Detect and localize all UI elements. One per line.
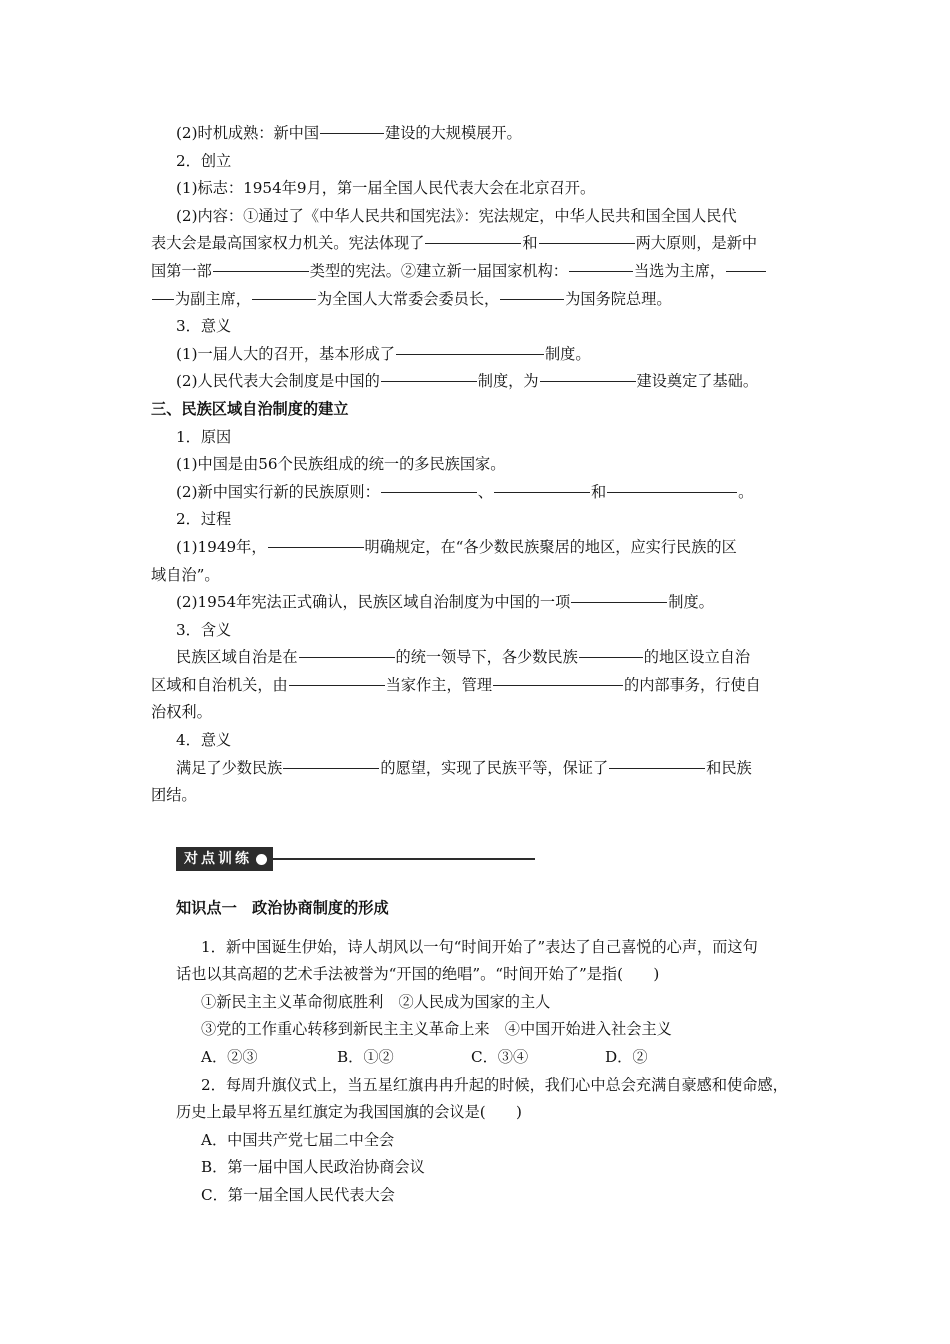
fill-blank: [396, 353, 544, 355]
fill-blank: [381, 491, 477, 493]
fill-blank: [152, 298, 174, 300]
text: 为副主席，: [175, 289, 251, 308]
text: 、: [477, 482, 493, 501]
text-line: [176, 534, 812, 562]
fill-blank: [493, 684, 623, 686]
fill-blank: [609, 767, 705, 769]
text: (2)人民代表大会制度是中国的: [176, 372, 380, 391]
text: 建设的大规模展开。: [385, 124, 522, 142]
fill-blank: [283, 767, 379, 769]
dot-icon: [256, 854, 267, 865]
fill-blank: [289, 684, 385, 686]
practice-section: [176, 895, 816, 1210]
subheading: 3．意义: [176, 317, 232, 336]
text: 和: [522, 234, 538, 253]
text: 和民族: [706, 758, 752, 777]
text: 的地区设立自治: [643, 648, 751, 667]
text: 满足了少数民族: [176, 758, 283, 777]
fill-blank: [494, 491, 590, 493]
subheading: 3．含义: [176, 620, 232, 639]
text-line: (2)内容：①通过了《中华人民共和国宪法》：宪法规定，中华人民共和国全国人民代: [176, 206, 737, 225]
fill-blank: [320, 132, 384, 134]
fill-blank: [726, 270, 766, 272]
fill-blank: [299, 656, 395, 658]
text-line: [176, 589, 812, 617]
section-banner: [176, 847, 535, 871]
fill-blank: [381, 380, 477, 382]
text-line: [151, 286, 812, 314]
choice-c: C．③④: [471, 1047, 529, 1066]
text: (1)1949年，: [176, 537, 267, 556]
option-line: A．中国共产党七届二中全会: [201, 1130, 395, 1149]
banner-rule: [273, 858, 535, 860]
text: 明确规定，在“各少数民族聚居的地区，应实行民族的区: [364, 537, 737, 556]
text: 和: [590, 482, 607, 501]
text: 制度。: [544, 344, 591, 363]
fill-blank: [569, 270, 633, 272]
text: 为国务院总理。: [565, 289, 672, 308]
text: 表大会是最高国家权力机关。宪法体现了: [151, 234, 425, 253]
banner-label: [176, 847, 273, 871]
text: 的统一领导下，各少数民族: [395, 648, 578, 667]
text-line: [176, 755, 812, 783]
fill-blank: [268, 546, 364, 548]
subheading: 1．原因: [176, 427, 232, 446]
section-title: 三、民族区域自治制度的建立: [151, 399, 349, 418]
text-line: [176, 479, 812, 507]
text: 制度，为: [477, 372, 539, 391]
text-line: [151, 230, 812, 258]
choice-b: B．①②: [337, 1047, 394, 1066]
text-line: [151, 258, 812, 286]
fill-blank: [607, 491, 737, 493]
answer-choices: [201, 1044, 816, 1072]
text: 国第一部: [151, 261, 212, 280]
question-text: 1．新中国诞生伊始，诗人胡风以一句“时间开始了”表达了自己喜悦的心声，而这句: [201, 937, 758, 956]
text: 。: [738, 482, 754, 501]
fill-blank: [579, 656, 643, 658]
choice-d: D．②: [605, 1047, 648, 1066]
fill-blank: [540, 380, 636, 382]
text: (2)新中国实行新的民族原则：: [176, 482, 380, 501]
text: 制度。: [668, 593, 714, 612]
subheading: 2．创立: [176, 151, 232, 170]
text: (2)1954年宪法正式确认，民族区域自治制度为中国的一项: [176, 593, 571, 612]
text: 当选为主席，: [633, 261, 726, 280]
fill-blank: [571, 601, 667, 603]
text: 两大原则，是新中: [635, 234, 758, 253]
text-line: (1)标志：1954年9月，第一届全国人民代表大会在北京召开。: [176, 179, 596, 198]
option-line: ③党的工作重心转移到新民主主义革命上来 ④中国开始进入社会主义: [201, 1020, 672, 1039]
text: (2)时机成熟：新中国: [176, 124, 320, 142]
banner-text: 对点训练: [184, 851, 252, 867]
text-line: [151, 672, 812, 700]
text: 的愿望，实现了民族平等，保证了: [380, 758, 609, 777]
text: (1)一届人大的召开，基本形成了: [176, 344, 395, 363]
option-line: ①新民主主义革命彻底胜利 ②人民成为国家的主人: [201, 992, 551, 1011]
text: 的内部事务，行使自: [624, 675, 761, 694]
choice-a: A．②③: [201, 1047, 258, 1066]
subheading: 2．过程: [176, 510, 232, 529]
question-text: 历史上最早将五星红旗定为我国国旗的会议是( ): [176, 1103, 522, 1122]
fill-blank: [252, 298, 316, 300]
subheading: 4．意义: [176, 731, 232, 750]
notes-section: [151, 120, 812, 810]
text-line: 治权利。: [151, 703, 212, 722]
text-line: (1)中国是由56个民族组成的统一的多民族国家。: [176, 455, 506, 474]
text-line: [176, 120, 812, 148]
text: 建设奠定了基础。: [636, 372, 759, 391]
text: 民族区域自治是在: [176, 648, 298, 667]
fill-blank: [539, 242, 635, 244]
fill-blank: [425, 242, 521, 244]
text: 区域和自治机关，由: [151, 675, 288, 694]
fill-blank: [213, 270, 309, 272]
knowledge-point-title: 知识点一 政治协商制度的形成: [176, 899, 389, 917]
fill-blank: [500, 298, 564, 300]
question-text: 2．每周升旗仪式上，当五星红旗冉冉升起的时候，我们心中总会充满自豪感和使命感，: [201, 1075, 788, 1094]
text-line: [176, 644, 812, 672]
text-line: 团结。: [151, 786, 197, 805]
text: 类型的宪法。②建立新一届国家机构：: [309, 261, 568, 280]
option-line: C．第一届全国人民代表大会: [201, 1185, 395, 1204]
text-line: 域自治”。: [151, 565, 220, 584]
question-text: 话也以其高超的艺术手法被誉为“开国的绝唱”。“时间开始了”是指( ): [176, 965, 660, 984]
text-line: [176, 341, 812, 369]
option-line: B．第一届中国人民政治协商会议: [201, 1158, 425, 1177]
text-line: [176, 368, 812, 396]
text: 当家作主，管理: [385, 675, 492, 694]
text: 为全国人大常委会委员长，: [316, 289, 500, 308]
